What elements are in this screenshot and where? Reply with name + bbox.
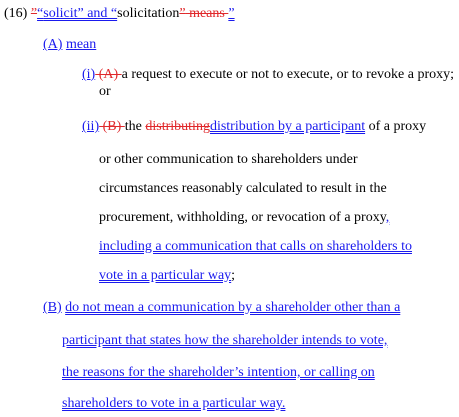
subparagraph-a-label: (A) — [43, 37, 63, 52]
paragraph-number: (16) — [4, 6, 28, 21]
paragraph-16-line — [4, 6, 235, 22]
clause-i-line-1 — [82, 67, 454, 83]
subparagraph-b-text-3: the reasons for the shareholder’s intention, or calling on — [62, 365, 375, 380]
clause-ii-line-1 — [82, 119, 426, 135]
clause-ii-line-4 — [99, 210, 389, 226]
subparagraph-b-line-3 — [62, 365, 375, 381]
subparagraph-b-text-2: participant that states how the shareholder intends to vote, — [62, 333, 388, 348]
subparagraph-a-line — [43, 37, 96, 53]
clause-ii-text-4: procurement, withholding, or revocation of a proxy — [99, 210, 386, 225]
clause-i-line-2 — [99, 84, 111, 100]
clause-ii-deleted-label: (B) — [99, 119, 125, 134]
inserted-including-communication: including a communication that calls on shareholders to — [99, 239, 412, 254]
term-solicit: solicit” and “ — [43, 6, 118, 21]
clause-ii-text-3: circumstances reasonably calculated to result in the — [99, 181, 387, 196]
subparagraph-b-text-4: shareholders to vote in a particular way. — [62, 396, 286, 411]
deleted-close-quote: ” — [179, 6, 186, 21]
clause-i-deleted-label: (A) — [95, 67, 122, 82]
subparagraph-b-line-1 — [43, 300, 400, 316]
clause-ii-line-2 — [99, 152, 358, 168]
inserted-close-quote: ” — [228, 6, 235, 21]
subparagraph-b-line-2 — [62, 333, 387, 349]
subparagraph-b-label: (B) — [43, 300, 62, 315]
subparagraph-b-text-1: do not mean a communication by a shareholder other than a — [65, 300, 401, 315]
subparagraph-a-mean: mean — [65, 37, 97, 52]
clause-ii-of-proxy: of a proxy — [365, 119, 427, 134]
inserted-distribution-by-participant: distribution by a participant — [209, 119, 366, 134]
inserted-open-quote: “ — [37, 6, 44, 21]
clause-ii-line-3 — [99, 181, 387, 197]
deleted-open-quote: ” — [30, 6, 38, 21]
deleted-means: means — [185, 6, 229, 21]
clause-i-label: (i) — [82, 67, 96, 82]
deleted-distributing: distributing — [145, 119, 210, 134]
clause-ii-text-2: or other communication to shareholders under — [99, 152, 358, 167]
clause-i-or: or — [99, 84, 111, 99]
clause-ii-line-5 — [99, 239, 412, 255]
clause-ii-semicolon: ; — [231, 268, 236, 283]
inserted-vote-particular-way: vote in a particular way — [99, 268, 232, 283]
term-solicitation: solicitation — [117, 6, 180, 21]
clause-ii-line-6 — [99, 268, 235, 284]
inserted-comma: , — [385, 210, 390, 225]
clause-i-text: a request to execute or not to execute, or to revoke a proxy; — [121, 67, 455, 82]
clause-ii-the: the — [124, 119, 146, 134]
subparagraph-b-line-4 — [62, 396, 285, 412]
clause-ii-label: (ii) — [82, 119, 100, 134]
